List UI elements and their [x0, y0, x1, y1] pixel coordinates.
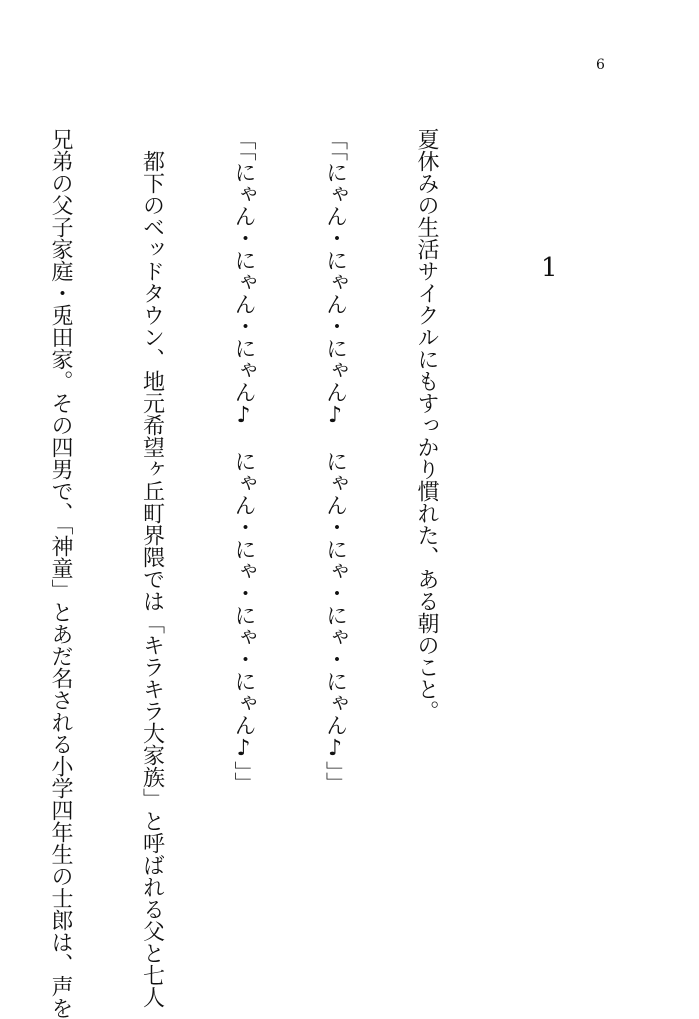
body-line: 兄弟の父子家庭・兎田家。その四男で、「神童」とあだ名される小学四年生の士郎は、声を: [48, 128, 73, 1019]
body-line: 「「にゃん・にゃん・にゃん♪ にゃん・にゃ・にゃ・にゃん♪」」: [322, 128, 348, 794]
page-number: 6: [596, 57, 605, 73]
chapter-number: 1: [541, 253, 558, 283]
body-text: [48, 128, 502, 1019]
body-line: 夏休みの生活サイクルにもすっかり慣れた、ある朝のこと。: [414, 128, 439, 722]
body-line: 「「にゃん・にゃん・にゃん♪ にゃん・にゃ・にゃ・にゃん♪」」: [231, 128, 256, 794]
body-line: 都下のベッドタウン、地元希望ヶ丘町界隈では「キラキラ大家族」と呼ばれる父と七人: [139, 128, 165, 1008]
